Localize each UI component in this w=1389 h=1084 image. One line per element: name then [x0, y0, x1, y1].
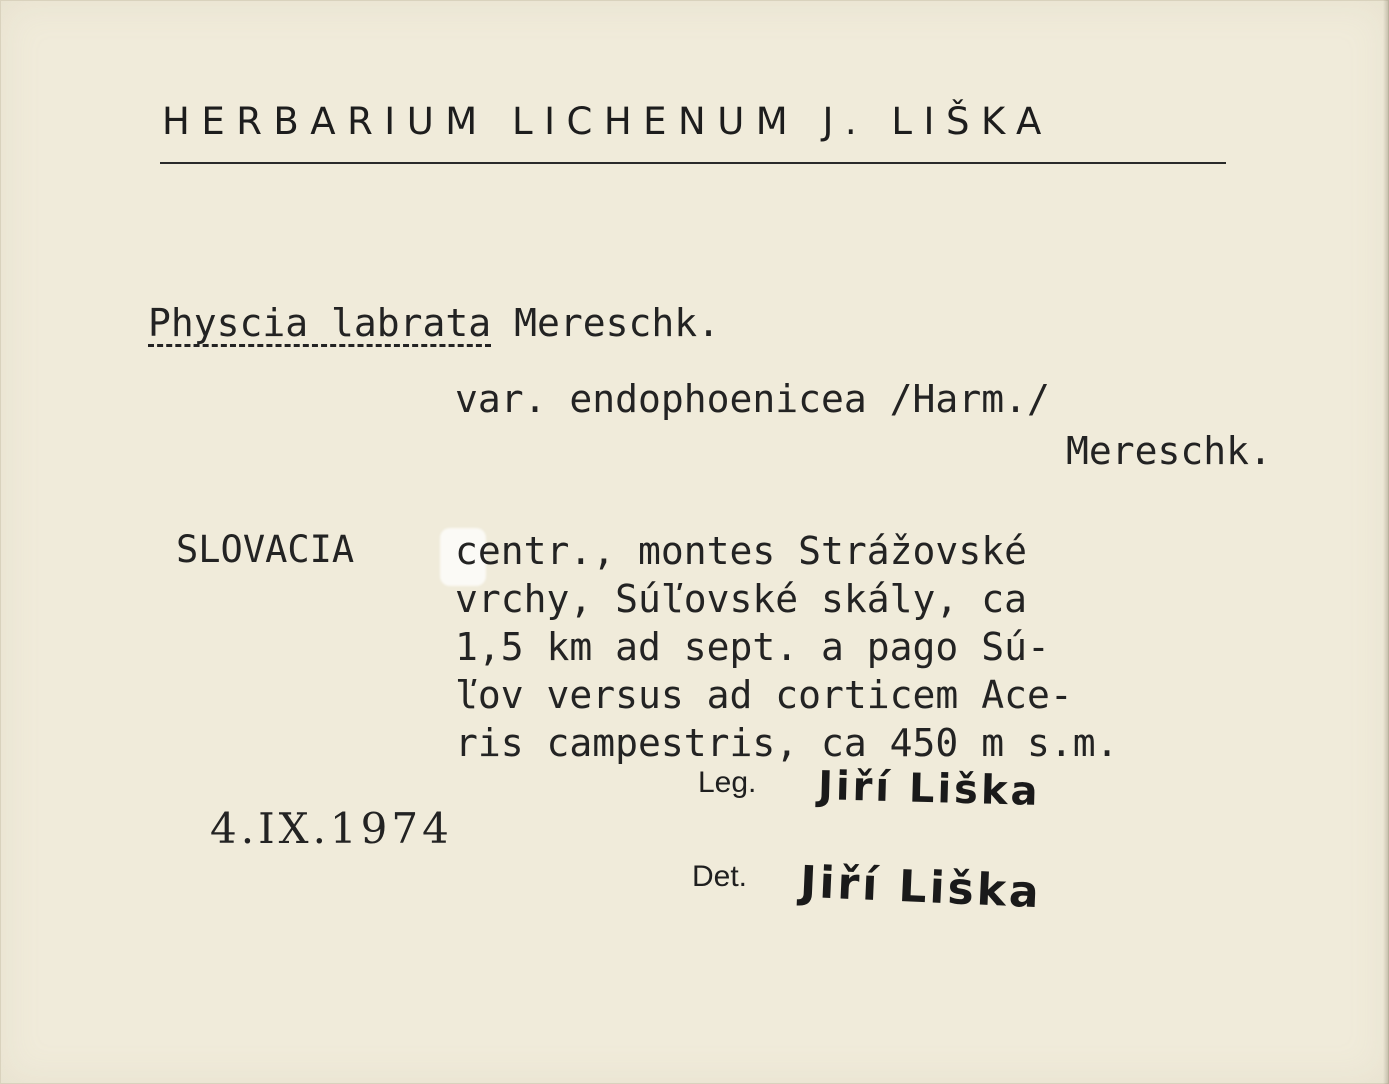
herbarium-title: HERBARIUM LICHENUM J. LIŠKA [162, 100, 1053, 143]
leg-name-stamp: Jiří Liška [817, 763, 1042, 815]
variety-author: Mereschk. [1066, 429, 1272, 473]
det-label: Det. [692, 860, 748, 893]
locality-line: vrchy, Súľovské skály, ca [455, 577, 1027, 621]
det-name-stamp: Jiří Liška [799, 856, 1043, 919]
header-divider [160, 162, 1226, 164]
genus-species: Physcia labrata [148, 301, 492, 345]
region-name: SLOVACIA [176, 528, 355, 571]
variety-name: var. endophoenicea /Harm./ [455, 377, 1050, 421]
taxon-name [148, 300, 720, 346]
locality-line: centr., montes Strážovské [455, 529, 1027, 573]
locality-description [455, 527, 1118, 767]
locality-line: ris campestris, ca 450 m s.m. [455, 721, 1119, 765]
locality-line: ľov versus ad corticem Ace- [455, 673, 1073, 717]
locality-line: 1,5 km ad sept. a pago Sú- [455, 625, 1050, 669]
collection-date: 4.IX.1974 [210, 804, 453, 853]
taxon-author: Mereschk. [514, 301, 720, 345]
leg-label: Leg. [698, 766, 757, 799]
card-edge-shadow [1383, 0, 1389, 1084]
